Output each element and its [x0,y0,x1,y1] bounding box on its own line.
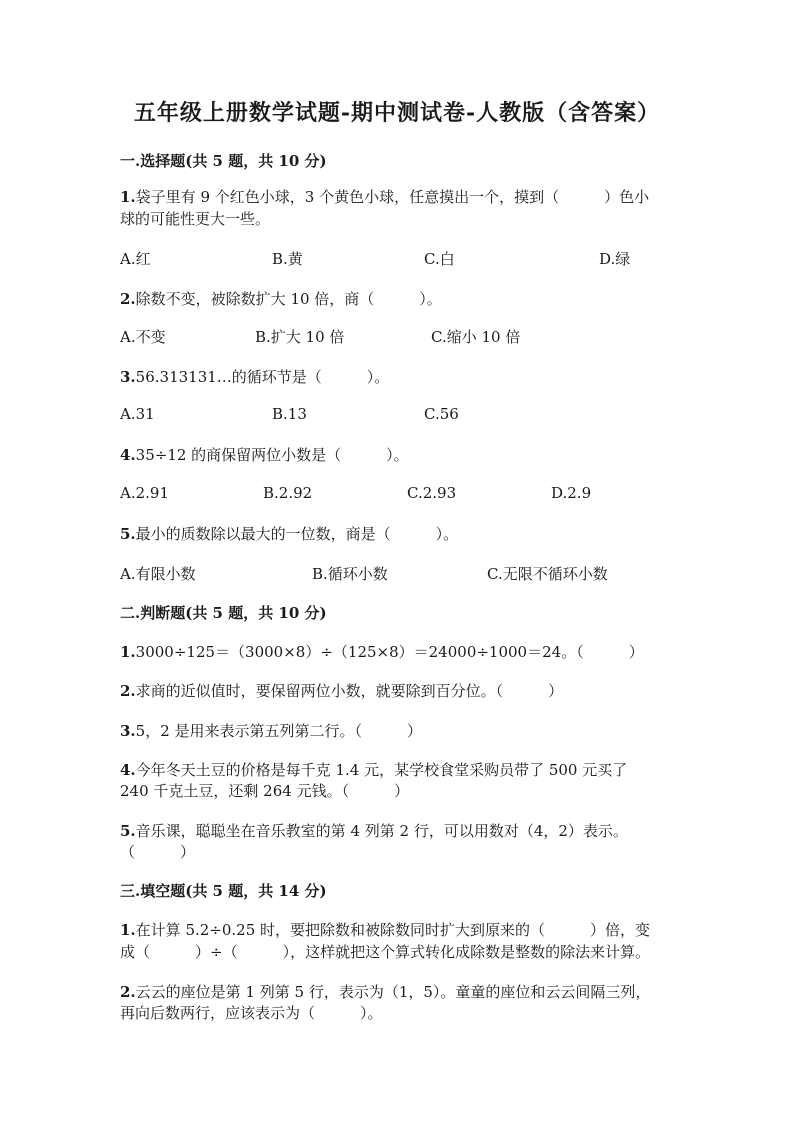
page-title: 五年级上册数学试题-期中测试卷-人教版（含答案） [133,100,661,126]
question-text: 3000÷125＝（3000×8）÷（125×8）＝24000÷1000＝24。（ ） [135,643,644,661]
question-text-cont: 成（ ）÷（ ），这样就把这个算式转化成除数是整数的除法来计算。 [120,943,651,961]
option-c: C.白 [424,250,455,268]
section-heading-judgment: 二.判断题(共 5 题，共 10 分) [120,604,327,622]
question-number: 3. [120,722,136,740]
question-number: 4. [120,446,136,464]
option-c: C.缩小 10 倍 [431,328,521,346]
option-a: A.有限小数 [120,565,196,583]
question-line [120,820,628,841]
question-number: 1. [120,643,136,661]
section-heading-choice: 一.选择题(共 5 题，共 10 分) [120,152,327,170]
option-b: B.2.92 [263,484,313,502]
question-text: 5，2 是用来表示第五列第二行。（ ） [135,722,423,740]
question-line [120,680,563,701]
question-text: 除数不变，被除数扩大 10 倍，商（ ）。 [135,290,442,308]
question-number: 3. [120,368,136,386]
question-number: 5. [120,525,136,543]
option-a: A.红 [120,250,151,268]
question-line [120,186,649,207]
question-line [120,759,627,780]
question-number: 2. [120,983,136,1001]
question-text: 今年冬天土豆的价格是每千克 1.4 元，某学校食堂采购员带了 500 元买了 [135,761,628,779]
question-text: 袋子里有 9 个红色小球，3 个黄色小球，任意摸出一个，摸到（ ）色小 [135,188,650,206]
question-number: 1. [120,921,136,939]
question-text: 云云的座位是第 1 列第 5 行，表示为（1，5）。童童的座位和云云间隔三列， [135,983,651,1001]
question-number: 2. [120,290,136,308]
option-b: B.扩大 10 倍 [255,328,345,346]
question-line [120,720,422,741]
question-text: 求商的近似值时，要保留两位小数，就要除到百分位。（ ） [135,682,564,700]
option-c: C.56 [424,405,459,423]
question-text: 56.313131…的循环节是（ ）。 [135,368,390,386]
question-text: 最小的质数除以最大的一位数，商是（ ）。 [135,525,459,543]
question-text-cont: （ ） [120,843,196,861]
question-line [120,288,442,309]
option-b: B.13 [272,405,307,423]
option-a: A.不变 [120,328,166,346]
option-d: D.2.9 [551,484,592,502]
question-number: 2. [120,682,136,700]
option-d: D.绿 [599,250,631,268]
question-line [120,523,458,544]
option-a: A.31 [120,405,155,423]
question-line [120,919,650,940]
question-number: 1. [120,188,136,206]
option-c: C.2.93 [407,484,457,502]
question-number: 4. [120,761,136,779]
question-number: 5. [120,822,136,840]
option-b: B.黄 [272,250,303,268]
question-line [120,444,409,465]
question-text-cont: 240 千克土豆，还剩 264 元钱。（ ） [120,782,410,800]
question-text-cont: 再向后数两行，应该表示为（ ）。 [120,1004,383,1022]
option-a: A.2.91 [120,484,169,502]
question-line [120,366,389,387]
section-heading-fill: 三.填空题(共 5 题，共 14 分) [120,882,327,900]
question-line [120,981,650,1002]
option-b: B.循环小数 [312,565,388,583]
question-text-cont: 球的可能性更大一些。 [120,210,271,228]
question-text: 在计算 5.2÷0.25 时，要把除数和被除数同时扩大到原来的（ ）倍，变 [135,921,651,939]
option-c: C.无限不循环小数 [487,565,608,583]
question-text: 音乐课，聪聪坐在音乐教室的第 4 列第 2 行，可以用数对（4，2）表示。 [135,822,628,840]
question-line [120,641,644,662]
question-text: 35÷12 的商保留两位小数是（ ）。 [135,446,409,464]
